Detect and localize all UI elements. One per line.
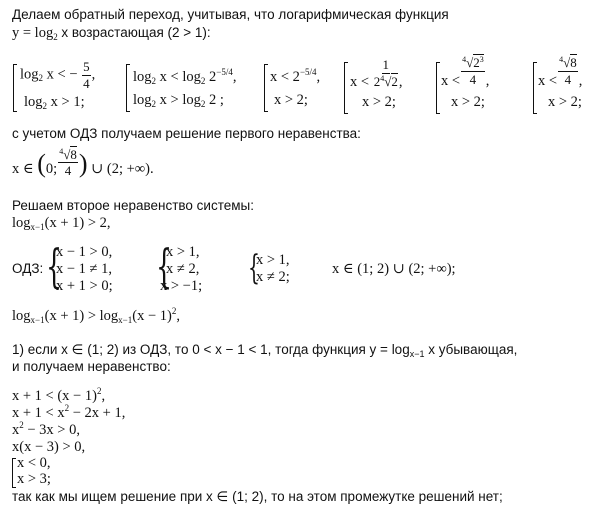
system-2-line-a: $\log_2 x < \log_2 2^{-5/4}$, <box>133 67 237 86</box>
intro-line-1: Делаем обратный переход, учитывая, что логарифмическая функция <box>12 7 449 22</box>
solution-1: x ∈ (0; $\frac{^4√8}{4}$ ) ∪ (2; +∞). <box>12 146 154 179</box>
system-1-line-b: $\log_2 x > 1$; <box>24 94 85 111</box>
fn-base: 2 <box>53 32 58 42</box>
system-6-line-b: x > 2; <box>548 94 582 110</box>
second-heading: Решаем второе неравенство системы: <box>12 198 254 213</box>
step-2: $x + 1 < x^2 - 2x + 1$, <box>12 403 126 421</box>
brace-odz-1: { <box>46 239 63 293</box>
fn-tail: x возрастающая (2 > 1): <box>61 25 211 40</box>
odz-sys2-line-3: x > −1; <box>160 278 203 294</box>
brace-odz-2: { <box>156 239 173 293</box>
brace-odz-3: { <box>248 248 260 288</box>
system-5-line-b: x > 2; <box>451 94 485 110</box>
bracket-s4 <box>344 62 348 114</box>
odz-sys2-line-1: x > 1, <box>166 244 200 260</box>
odz-sys3-line-2: x ≠ 2; <box>256 269 290 285</box>
odz-result: x ∈ (1; 2) ∪ (2; +∞); <box>332 261 456 277</box>
odz-sys3-line-1: x > 1, <box>256 252 290 268</box>
system-5-line-a: x < $\frac{^4√2^3}{4}$ , <box>441 55 490 90</box>
step-3: $x^2 - 3x > 0$, <box>12 420 80 438</box>
inequality-2: $\log_{x-1}(x + 1) > 2$, <box>12 215 111 232</box>
case-1-line-2: и получаем неравенство: <box>12 359 171 374</box>
final-sys-line-2: x > 3; <box>17 471 51 487</box>
system-1-line-a: $\log_2 x$ < − $\frac{5}{4}$ , <box>20 59 96 91</box>
inequality-3: $\log_{x-1}(x + 1) > \log_{x-1}(x - 1)^2$, <box>12 306 180 325</box>
final-sys-line-1: x < 0, <box>17 455 51 471</box>
case-1-line-1: 1) если x ∈ (1; 2) из ОДЗ, то 0 < x − 1 < 1, тогда функция $y = \log_{x-1} x$ убывающая, <box>12 342 518 359</box>
system-2-line-b: $\log_2 x > \log_2 2$ ; <box>133 92 224 109</box>
step-4: x(x − 3) > 0, <box>12 439 86 455</box>
odz-sys2-line-2: x ≠ 2, <box>166 261 200 277</box>
odz-sys1-line-3: x + 1 > 0; <box>56 278 113 294</box>
system-4-line-b: x > 2; <box>362 94 396 110</box>
odz-sys1-line-1: x − 1 > 0, <box>56 244 113 260</box>
bracket-s1 <box>13 64 17 112</box>
system-3-line-a: $x < 2^{-5/4}$, <box>270 67 321 85</box>
fn-y: y = log <box>12 25 54 41</box>
intro-line-2 <box>12 26 211 41</box>
conclusion: так как мы ищем решение при x ∈ (1; 2), то на этом промежутке решений нет; <box>12 489 503 504</box>
bracket-s2 <box>126 64 130 112</box>
odz-label: ОДЗ: <box>12 261 44 276</box>
system-3-line-b: x > 2; <box>274 92 308 108</box>
bracket-s5 <box>436 62 440 114</box>
system-6-line-a: x < $\frac{^4√8}{4}$ , <box>538 55 583 90</box>
bracket-s6 <box>533 62 537 114</box>
step-1: $x + 1 < (x - 1)^2$, <box>12 386 106 404</box>
bracket-final <box>12 458 16 488</box>
odz-text: с учетом ОДЗ получаем решение первого неравенства: <box>12 126 361 141</box>
bracket-s3 <box>264 64 268 112</box>
odz-sys1-line-2: x − 1 ≠ 1, <box>56 261 113 277</box>
system-4-line-a: x < $\frac{1}{2^4√2}$ , <box>350 57 403 91</box>
